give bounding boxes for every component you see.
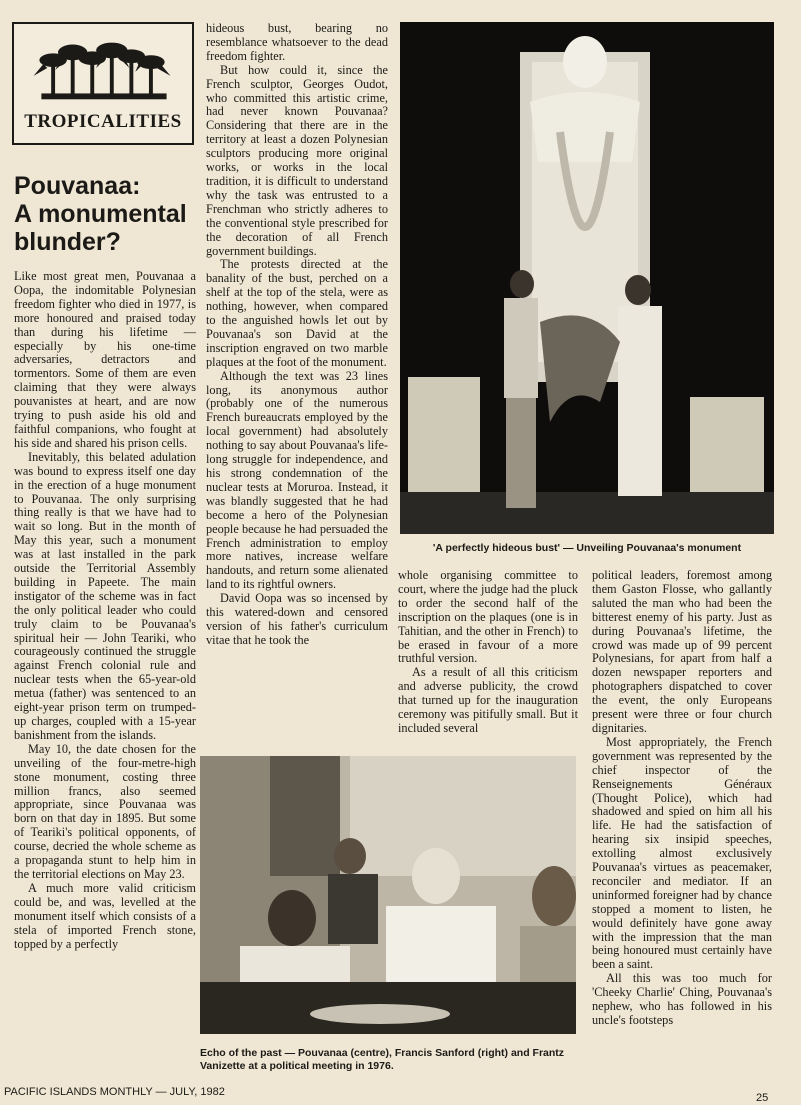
- monument-photo: [400, 22, 774, 534]
- paragraph: David Oopa was so incensed by this watered-down and censored version of his father's curriculum vitae that he took the: [206, 591, 388, 647]
- paragraph: Inevitably, this belated adulation was bound to express itself one day in the erection of a huge monument to Pouvanaa. The only surprising thing really is that we have had to wait so long. But in the month of May this year, such a monument was at last installed in the park outside the Territorial Assembly building in Papeete. The main instigator of the scheme was in fact the only political leader who could truly claim to be Pouvanaa's spiritual heir — John Teariki, who courageously continued the struggle against French colonial rule and nuclear tests when the 65-year-old metua (father) was sentenced to an eight-year prison term on trumped-up charges, coupled with a 15-year banishment from the islands.: [14, 449, 196, 742]
- paragraph: whole organising committee to court, where the judge had the pluck to order the second half of the inscription on the plaques (one is in Tahitian, and the other in French) to be erased in favour of a more truthful version.: [398, 568, 578, 666]
- publication-line: PACIFIC ISLANDS MONTHLY — JULY, 1982: [4, 1086, 225, 1098]
- article-column-3: [398, 569, 578, 736]
- paragraph: Like most great men, Pouvanaa a Oopa, the indomitable Polynesian freedom fighter who died in 1977, is more honoured and praised today than during his lifetime — especially by his one-time adversaries, detractors and tormentors. Some of them are even claiming that they were always pouvanistes at heart, and are now trying to push aside his old and faithful companions, who fought at his side and shared his prison cells.: [14, 269, 196, 450]
- section-logo-label: TROPICALITIES: [24, 111, 182, 132]
- paragraph: Most appropriately, the French government was represented by the chief inspector of the Renseignements Généraux (Thought Police), which had shadowed and spied on him all his life. He had the satisfaction of hearing six insipid speeches, extolling almost exclusively Pouvanaa's virtues as peacemaker, reconciler and mediator. If an uninformed foreigner had by chance stopped a moment to listen, he would definitely have gone away with the impression that the man being honoured must certainly have been a saint.: [592, 734, 772, 972]
- page-footer: [0, 1086, 801, 1105]
- article-column-4: [592, 569, 772, 1028]
- page-number: 25: [756, 1092, 769, 1104]
- article-column-1: [14, 270, 196, 951]
- paragraph: political leaders, foremost among them Gaston Flosse, who gallantly saluted the man who had been the bitterest enemy of his party. Just as during Pouvanaa's lifetime, the crowd was made up of 99 percent Polynesians, for apart from half a dozen newspaper reporters and photographers dispatched to cover the event, the only Europeans present were three or four church dignitaries.: [592, 568, 772, 735]
- paragraph: May 10, the date chosen for the unveiling of the four-metre-high stone monument, costing three million francs, also seemed appropriate, since Pouvanaa was born on that day in 1895. But some of Teariki's political opponents, of course, decried the whole scheme as a propaganda stunt to help him in the territorial elections on May 23.: [14, 741, 196, 881]
- paragraph: As a result of all this criticism and adverse publicity, the crowd that turned up for the inauguration ceremony was pitifully small. But it included several: [398, 665, 578, 735]
- section-logo: [12, 22, 194, 145]
- paragraph: Although the text was 23 lines long, its anonymous author (probably one of the numerous French bureaucrats employed by the local government) had absolutely nothing to say about Pouvanaa's life-long struggle for independence, and his strong condemnation of the nuclear tests at Moruroa. Instead, it was blandly suggested that he had become a hero of the Polynesian people because he had persuaded the French administration to employ more natives, increase welfare handouts, and return some alienated land to its rightful owners.: [206, 368, 388, 592]
- paragraph: A much more valid criticism could be, and was, levelled at the monument itself which consists of a stela of imported French stone, topped by a perfectly: [14, 880, 196, 951]
- paragraph: hideous bust, bearing no resemblance whatsoever to the dead freedom fighter.: [206, 21, 388, 63]
- monument-photo-caption: 'A perfectly hideous bust' — Unveiling Pouvanaa's monument: [432, 542, 742, 554]
- article-column-2: [206, 22, 388, 648]
- meeting-photo: [200, 756, 576, 1034]
- palm-trees-icon: [14, 24, 192, 112]
- paragraph: But how could it, since the French sculptor, Georges Oudot, who committed this artistic crime, had never known Pouvanaa? Considering that there are in the territory at least a dozen Polynesian sculptors producing more original works, or works in the local tradition, it is difficult to understand why the task was entrusted to a Frenchman who strictly adheres to the conventional style prescribed for the decoration of all French government buildings.: [206, 62, 388, 258]
- meeting-photo-caption: Echo of the past — Pouvanaa (centre), Francis Sanford (right) and Frantz Vanizette at a political meeting in 1976.: [200, 1047, 565, 1072]
- paragraph: The protests directed at the banality of the bust, perched on a shelf at the top of the stela, were as nothing, however, when compared to the anguished howls let out by Pouvanaa's son David at the inscription engraved on two marble plaques at the foot of the monument.: [206, 257, 388, 369]
- article-headline: Pouvanaa: A monumental blunder?: [14, 172, 187, 256]
- paragraph: All this was too much for 'Cheeky Charlie' Ching, Pouvanaa's nephew, who has followed in his uncle's footsteps: [592, 971, 772, 1027]
